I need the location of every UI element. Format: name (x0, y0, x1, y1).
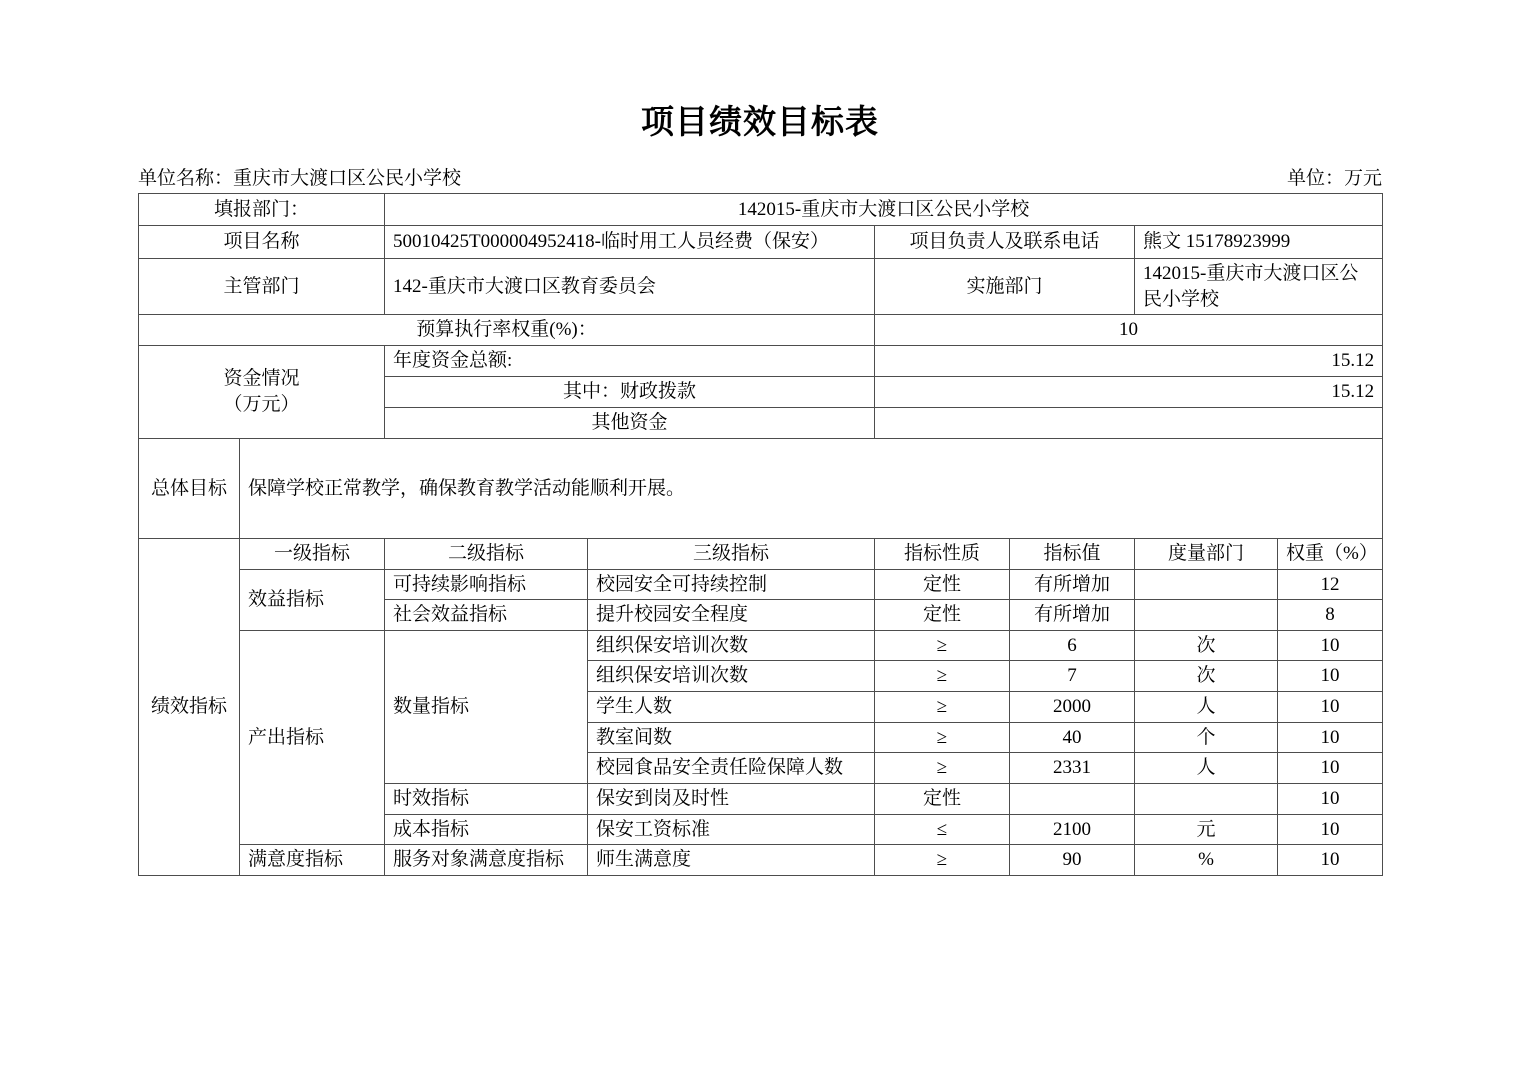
indicator-weight: 12 (1278, 569, 1383, 600)
indicator-dept (1135, 569, 1278, 600)
indicator-nature: ≥ (875, 753, 1010, 784)
indicator-dept: 个 (1135, 722, 1278, 753)
other-funds-label: 其他资金 (385, 407, 875, 438)
level1-satisfaction: 满意度指标 (240, 845, 385, 876)
indicator-value: 有所增加 (1010, 569, 1135, 600)
annual-total-label: 年度资金总额: (385, 345, 875, 376)
table-row (139, 194, 1383, 226)
table-row (139, 226, 1383, 259)
indicator-nature: ≤ (875, 814, 1010, 845)
indicator-nature: 定性 (875, 569, 1010, 600)
indicator-dept: 人 (1135, 753, 1278, 784)
indicator-value: 2100 (1010, 814, 1135, 845)
level3-indicator: 组织保安培训次数 (588, 661, 875, 692)
filling-dept-value: 142015-重庆市大渡口区公民小学校 (385, 194, 1383, 226)
indicator-dept (1135, 600, 1278, 631)
table-row (139, 438, 1383, 538)
filling-dept-label: 填报部门： (139, 194, 385, 226)
funding-section-label-line2: （万元） (223, 393, 300, 415)
level2-timeliness: 时效指标 (385, 784, 588, 815)
overall-goal-content: 保障学校正常教学，确保教育教学活动能顺利开展。 (240, 438, 1383, 538)
header-nature: 指标性质 (875, 538, 1010, 569)
level2-cost: 成本指标 (385, 814, 588, 845)
indicator-value: 有所增加 (1010, 600, 1135, 631)
header-level3: 三级指标 (588, 538, 875, 569)
level3-indicator: 校园安全可持续控制 (588, 569, 875, 600)
level3-indicator: 保安工资标准 (588, 814, 875, 845)
page-title: 项目绩效目标表 (641, 103, 879, 140)
level2-indicator: 可持续影响指标 (385, 569, 588, 600)
overall-goal-label: 总体目标 (139, 438, 240, 538)
level3-indicator: 保安到岗及时性 (588, 784, 875, 815)
indicator-dept: 人 (1135, 692, 1278, 723)
indicator-value: 2331 (1010, 753, 1135, 784)
performance-target-table (138, 193, 1383, 876)
level3-indicator: 学生人数 (588, 692, 875, 723)
indicator-weight: 10 (1278, 692, 1383, 723)
supervisor-dept-value: 142-重庆市大渡口区教育委员会 (385, 259, 875, 315)
fiscal-allocation-value: 15.12 (875, 376, 1383, 407)
indicator-dept: % (1135, 845, 1278, 876)
document-sheet (138, 166, 1382, 876)
level3-indicator: 校园食品安全责任险保障人数 (588, 753, 875, 784)
project-name-label: 项目名称 (139, 226, 385, 259)
level3-indicator: 师生满意度 (588, 845, 875, 876)
impl-dept-value: 142015-重庆市大渡口区公民小学校 (1135, 259, 1383, 315)
annual-total-value: 15.12 (875, 345, 1383, 376)
indicator-dept (1135, 784, 1278, 815)
indicator-section-label: 绩效指标 (139, 538, 240, 875)
impl-dept-label: 实施部门 (875, 259, 1135, 315)
level3-indicator: 教室间数 (588, 722, 875, 753)
indicator-nature: ≥ (875, 845, 1010, 876)
indicator-weight: 10 (1278, 630, 1383, 661)
funding-section-label (139, 345, 385, 438)
table-row (139, 630, 1383, 661)
indicator-weight: 10 (1278, 722, 1383, 753)
budget-exec-weight-label: 预算执行率权重(%)： (139, 315, 875, 346)
indicator-dept: 次 (1135, 661, 1278, 692)
indicator-value (1010, 784, 1135, 815)
indicator-weight: 8 (1278, 600, 1383, 631)
indicator-value: 6 (1010, 630, 1135, 661)
header-dept: 度量部门 (1135, 538, 1278, 569)
level1-output: 产出指标 (240, 630, 385, 844)
funding-section-label-line1: 资金情况 (223, 368, 300, 390)
indicator-dept: 次 (1135, 630, 1278, 661)
header-level2: 二级指标 (385, 538, 588, 569)
supervisor-dept-label: 主管部门 (139, 259, 385, 315)
level2-service-satisfaction: 服务对象满意度指标 (385, 845, 588, 876)
table-row (139, 315, 1383, 346)
table-row (139, 259, 1383, 315)
project-leader-label: 项目负责人及联系电话 (875, 226, 1135, 259)
indicator-weight: 10 (1278, 814, 1383, 845)
indicator-value: 90 (1010, 845, 1135, 876)
table-row (139, 345, 1383, 376)
indicator-nature: ≥ (875, 661, 1010, 692)
indicator-value: 7 (1010, 661, 1135, 692)
header-level1: 一级指标 (240, 538, 385, 569)
indicator-value: 2000 (1010, 692, 1135, 723)
unit-of-measure-label: 单位：万元 (1286, 168, 1382, 189)
header-value: 指标值 (1010, 538, 1135, 569)
header-weight: 权重（%） (1278, 538, 1383, 569)
indicator-weight: 10 (1278, 784, 1383, 815)
indicator-nature: ≥ (875, 722, 1010, 753)
indicator-weight: 10 (1278, 661, 1383, 692)
indicator-weight: 10 (1278, 845, 1383, 876)
project-leader-value: 熊文 15178923999 (1135, 226, 1383, 259)
indicator-weight: 10 (1278, 753, 1383, 784)
meta-row (138, 166, 1382, 192)
unit-name-label: 单位名称：重庆市大渡口区公民小学校 (138, 168, 462, 189)
indicator-value: 40 (1010, 722, 1135, 753)
table-row (139, 569, 1383, 600)
budget-exec-weight-value: 10 (875, 315, 1383, 346)
indicator-nature: ≥ (875, 630, 1010, 661)
fiscal-allocation-label: 其中：财政拨款 (385, 376, 875, 407)
indicator-nature: ≥ (875, 692, 1010, 723)
level2-quantity: 数量指标 (385, 630, 588, 783)
level1-benefit: 效益指标 (240, 569, 385, 630)
table-row (139, 845, 1383, 876)
other-funds-value (875, 407, 1383, 438)
project-name-value: 50010425T000004952418-临时用工人员经费（保安） (385, 226, 875, 259)
level3-indicator: 组织保安培训次数 (588, 630, 875, 661)
level3-indicator: 提升校园安全程度 (588, 600, 875, 631)
indicator-nature: 定性 (875, 784, 1010, 815)
table-row (139, 538, 1383, 569)
indicator-dept: 元 (1135, 814, 1278, 845)
indicator-nature: 定性 (875, 600, 1010, 631)
level2-indicator: 社会效益指标 (385, 600, 588, 631)
